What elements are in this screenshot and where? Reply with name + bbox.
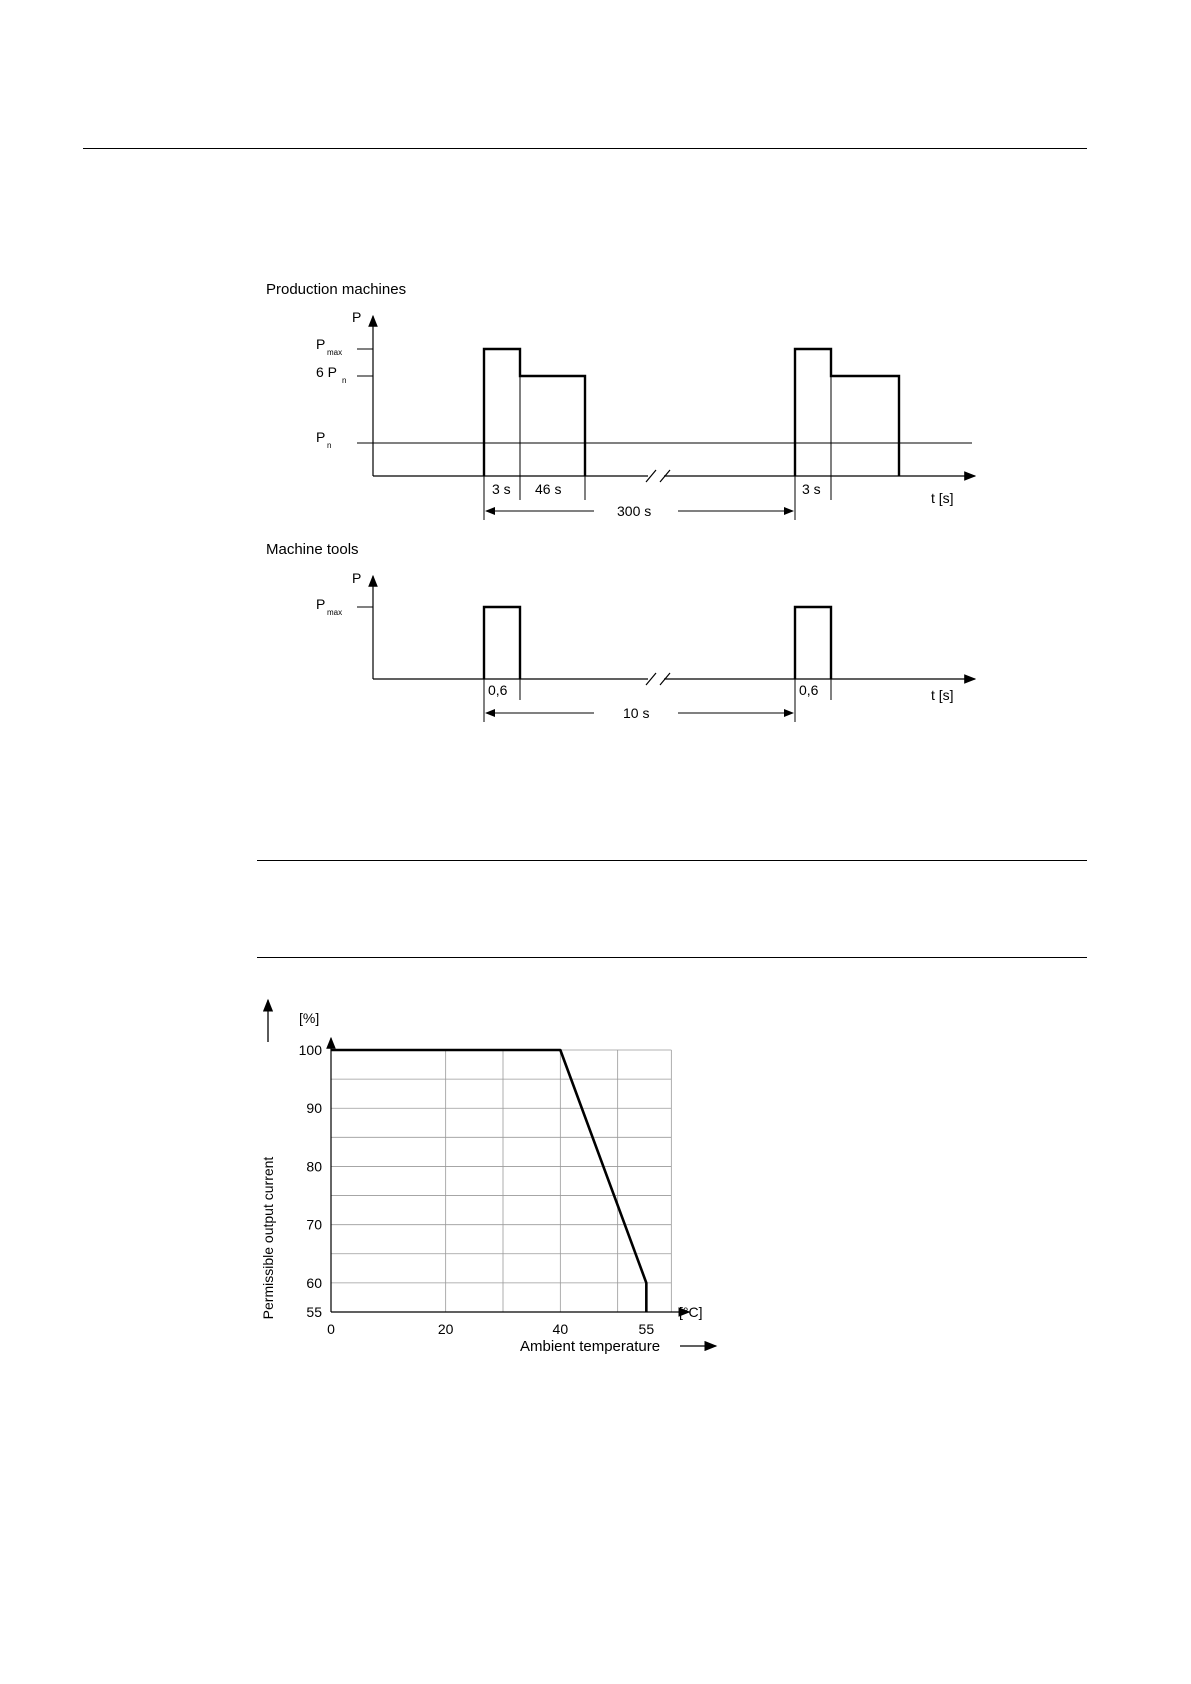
pm-duration-first: 3 s (492, 481, 511, 497)
section-rule-top (257, 860, 1087, 861)
svg-text:6 P: 6 P (316, 364, 338, 380)
svg-text:n: n (327, 441, 332, 450)
y-tick-label: 100 (298, 1042, 322, 1058)
y-tick-label: 60 (306, 1274, 322, 1291)
chart-grid (331, 1050, 671, 1312)
x-tick-label: 20 (437, 1321, 454, 1337)
derating-chart (0, 990, 1191, 1370)
y-tick-label: 90 (306, 1100, 322, 1117)
pm-pn-label (316, 429, 331, 450)
mt-duration-second: 0,6 (799, 682, 819, 698)
y-tick-label: 70 (306, 1216, 322, 1233)
chart-tick-labels (299, 1042, 655, 1337)
pm-load-pulse-2 (795, 349, 899, 476)
derating-curve (331, 1050, 646, 1312)
pm-pmax-label (316, 336, 342, 357)
pm-6pn-label (316, 364, 346, 385)
load-cycle-figure (0, 0, 1191, 760)
y-tick-label: 80 (306, 1158, 322, 1175)
x-axis-title: Ambient temperature (520, 1338, 661, 1355)
mt-load-pulse-1 (484, 607, 520, 679)
x-axis-unit: [°C] (679, 1304, 703, 1320)
mt-cycle-duration: 10 s (623, 705, 650, 721)
mt-y-axis-label: P (352, 570, 362, 586)
y-axis-title: Permissible output current (260, 1156, 276, 1320)
production-machines-title: Production machines (266, 281, 407, 298)
pm-duration-second: 46 s (535, 481, 562, 497)
pm-x-axis-label: t [s] (931, 490, 954, 506)
x-tick-label: 40 (552, 1321, 569, 1337)
chart-series (331, 1050, 646, 1312)
mt-duration-first: 0,6 (488, 682, 508, 698)
mt-load-pulse-2 (795, 607, 831, 679)
x-tick-label: 0 (327, 1321, 335, 1337)
pm-duration-third: 3 s (802, 481, 821, 497)
section-rule-bottom (257, 957, 1087, 958)
mt-pmax-label (316, 596, 342, 617)
machine-tools-diagram (266, 541, 975, 722)
mt-x-axis-label: t [s] (931, 687, 954, 703)
production-machines-diagram (266, 281, 975, 520)
y-axis-unit: [%] (299, 1010, 320, 1026)
machine-tools-title: Machine tools (266, 541, 359, 558)
y-tick-label: 55 (306, 1304, 322, 1320)
svg-text:n: n (342, 376, 347, 385)
svg-text:max: max (327, 608, 343, 617)
svg-text:P: P (316, 429, 326, 445)
svg-text:P: P (316, 336, 326, 352)
pm-cycle-duration: 300 s (617, 503, 652, 519)
pm-y-axis-label: P (352, 309, 362, 325)
x-tick-label: 55 (638, 1321, 655, 1337)
svg-text:P: P (316, 596, 326, 612)
svg-text:max: max (327, 348, 343, 357)
pm-load-pulse-1 (484, 349, 585, 476)
